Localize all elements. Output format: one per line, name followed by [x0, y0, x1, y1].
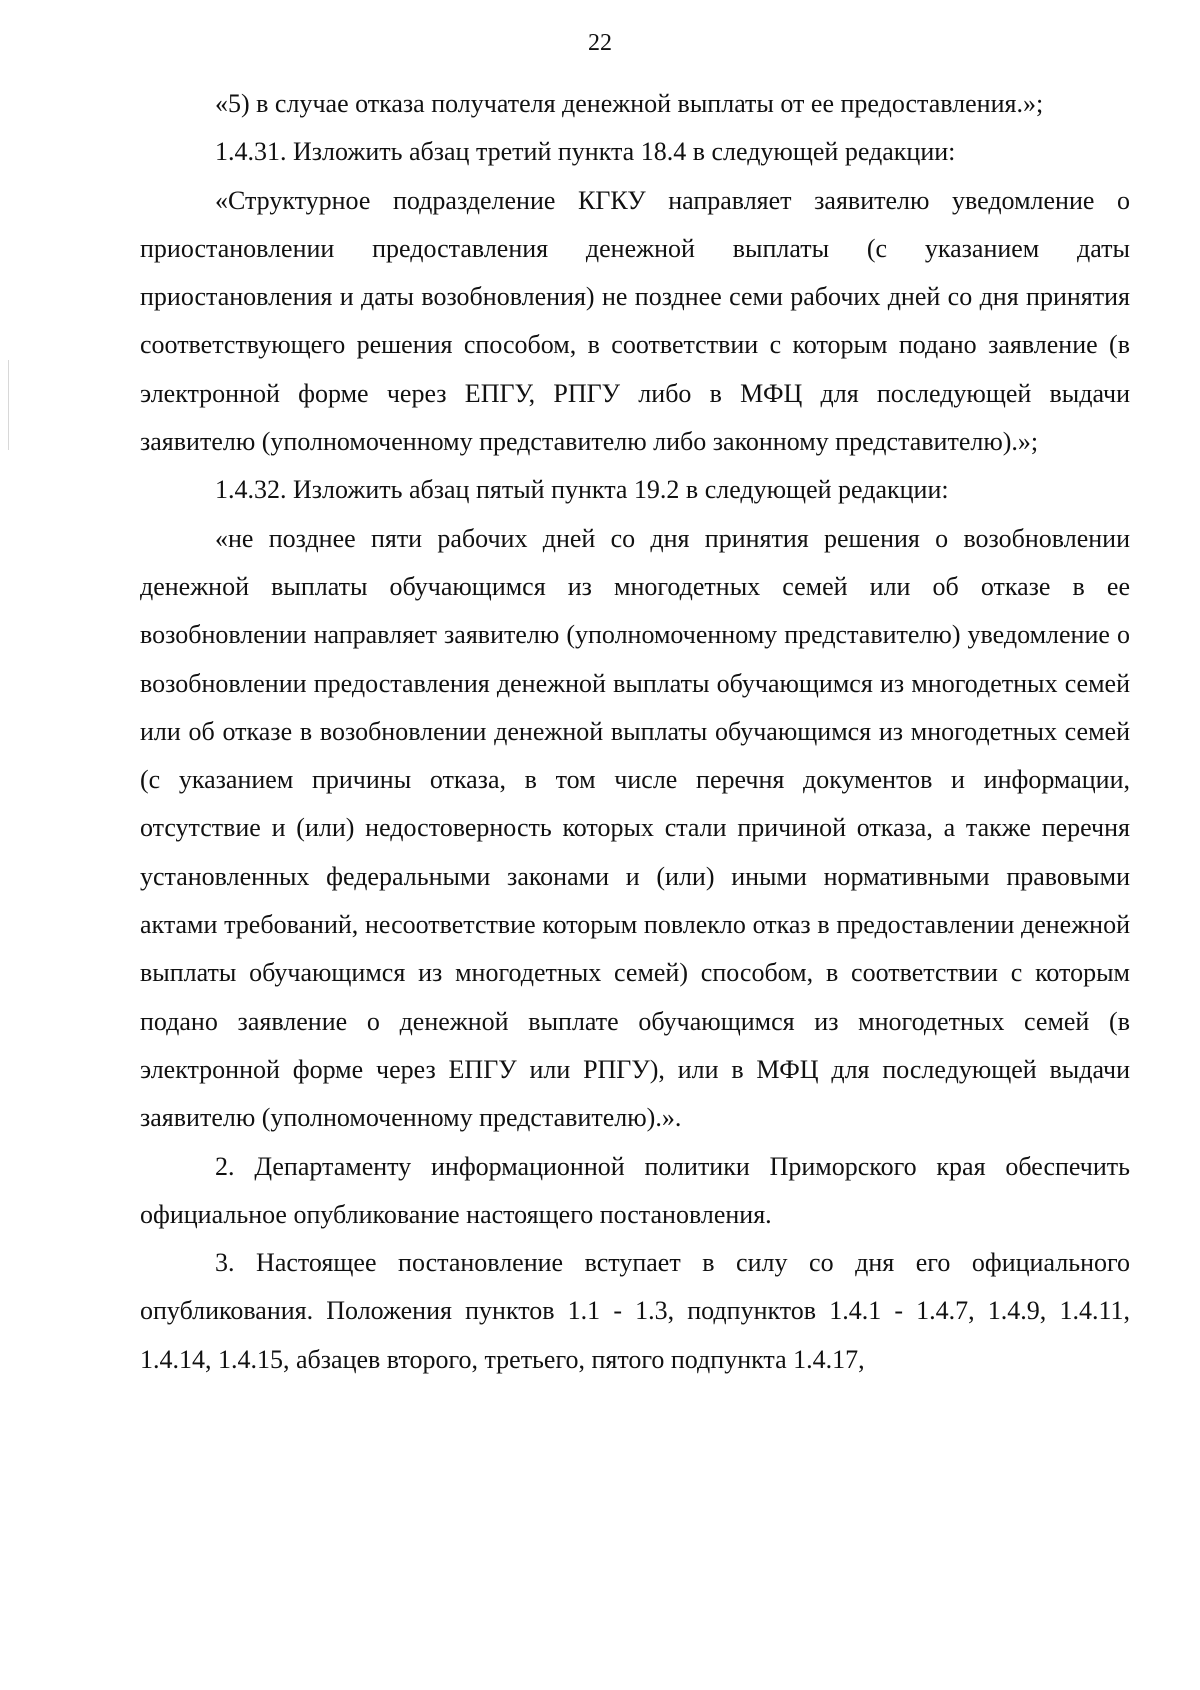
paragraph-quote-19-2: «не позднее пяти рабочих дней со дня принятия решения о возобновлении денежной выплаты обучающимся из многодетных семей или об отказе в ее возобновлении направляет заявителю (уполномоченному представителю) уведомление о возобновлении предоставления денежной выплаты обучающимся из многодетных семей или об отказе в возобновлении денежной выплаты обучающимся из многодетных семей (с указанием причины отказа, в том числе перечня документов и информации, отсутствие и (или) недостоверность которых стали причиной отказа, а также перечня установленных федеральными законами и (или) иными нормативными правовыми актами требований, несоответствие которым повлекло отказ в предоставлении денежной выплаты обучающимся из многодетных семей) способом, в соответствии с которым подано заявление о денежной выплате обучающимся из многодетных семей (в электронной форме через ЕПГУ или РПГУ), или в МФЦ для последующей выдачи заявителю (уполномоченному представителю).».: [140, 523, 1130, 1133]
paragraph-2: 2. Департаменту информационной политики Приморского края обеспечить официальное опубликование настоящего постановления.: [140, 1151, 1130, 1229]
paragraph-3: 3. Настоящее постановление вступает в силу со дня его официального опубликования. Положения пунктов 1.1 - 1.3, подпунктов 1.4.1 - 1.4.7, 1.4.9, 1.4.11, 1.4.14, 1.4.15, абзацев второго, третьего, пятого подпункта 1.4.17,: [140, 1248, 1130, 1374]
scan-edge-mark: [8, 360, 9, 450]
paragraph-quote-18-4: «Структурное подразделение КГКУ направляет заявителю уведомление о приостановлении предоставления денежной выплаты (с указанием даты приостановления и даты возобновления) не позднее семи рабочих дней со дня принятия соответствующего решения способом, в соответствии с которым подано заявление (в электронной форме через ЕПГУ, РПГУ либо в МФЦ для последующей выдачи заявителю (уполномоченному представителю либо законному представителю).»;: [140, 185, 1130, 457]
paragraph-1-4-32: 1.4.32. Изложить абзац пятый пункта 19.2 в следующей редакции:: [215, 475, 949, 505]
paragraph-item-5: «5) в случае отказа получателя денежной выплаты от ее предоставления.»;: [215, 89, 1044, 118]
document-body: [140, 80, 1130, 1384]
page-number: 22: [588, 30, 612, 56]
paragraph-1-4-31: 1.4.31. Изложить абзац третий пункта 18.4 в следующей редакции:: [215, 137, 956, 167]
